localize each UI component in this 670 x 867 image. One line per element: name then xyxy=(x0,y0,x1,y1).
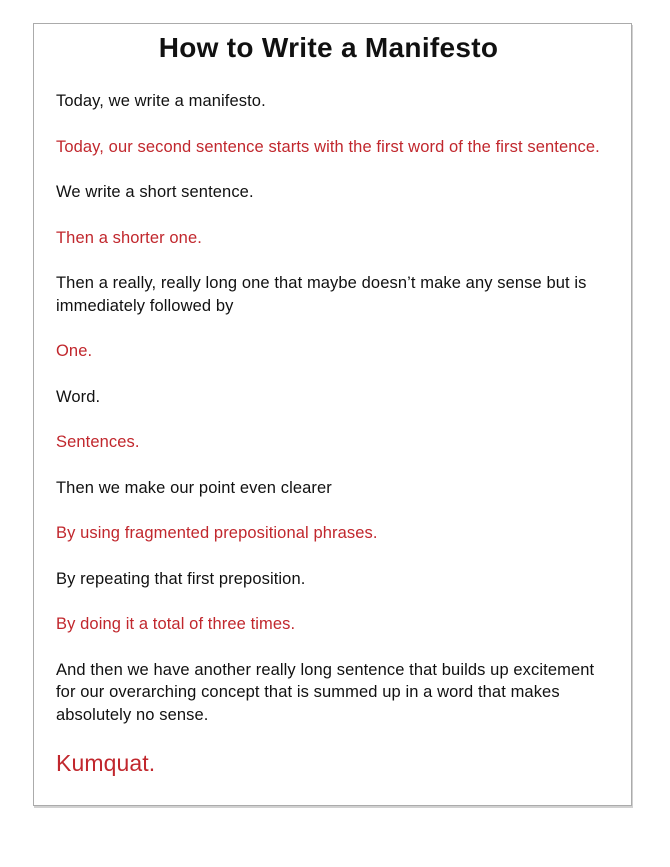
paragraph-2: Today, our second sentence starts with the first word of the first sentence. xyxy=(56,137,600,156)
paragraph-8: Sentences. xyxy=(56,433,140,451)
page-title: How to Write a Manifesto xyxy=(158,32,499,63)
paragraph-13: And then we have another really long sentence that builds up excitement for our overarching concept that is summed up in a word that makes absolutely no sense. xyxy=(56,660,595,724)
closing-word: Kumquat. xyxy=(56,750,156,776)
paragraph-11: By repeating that first preposition. xyxy=(56,569,306,588)
paragraph-12: By doing it a total of three times. xyxy=(56,615,296,633)
paragraph-5: Then a really, really long one that maybe doesn’t make any sense but is immediately followed by xyxy=(56,274,587,315)
paragraph-10: By using fragmented prepositional phrases. xyxy=(56,524,378,542)
paragraph-3: We write a short sentence. xyxy=(56,183,254,201)
paragraph-1: Today, we write a manifesto. xyxy=(56,92,266,110)
paragraph-6: One. xyxy=(56,342,93,360)
paragraph-9: Then we make our point even clearer xyxy=(56,478,332,497)
paragraph-7: Word. xyxy=(56,387,101,406)
paragraph-4: Then a shorter one. xyxy=(56,228,202,247)
manifesto-page xyxy=(33,23,632,806)
